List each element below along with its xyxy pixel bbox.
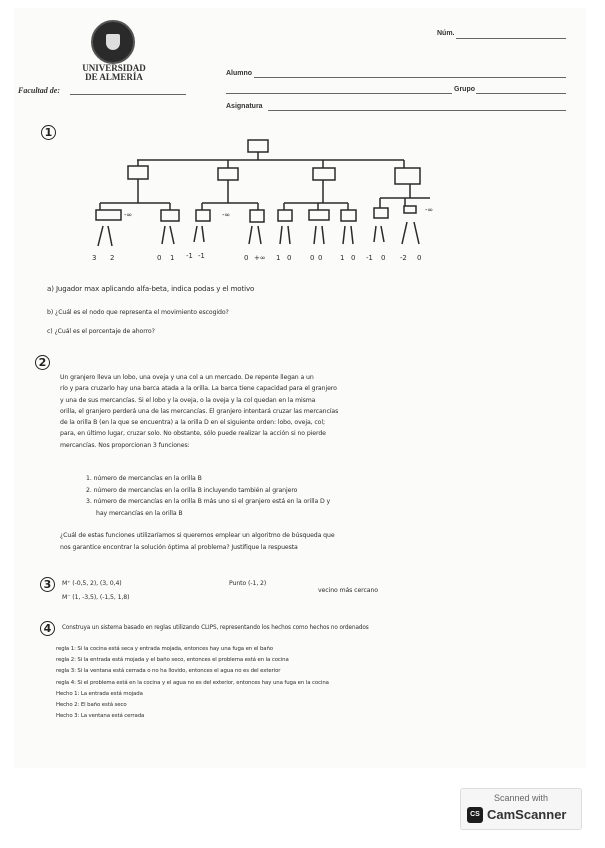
alumno-field-2 [226, 93, 452, 94]
alumno-label: Alumno [226, 70, 253, 77]
question-1c: c) ¿Cuál es el porcentaje de ahorro? [47, 328, 155, 335]
leaf-value: 2 [110, 254, 115, 262]
watermark-caption: Scanned with [493, 793, 549, 803]
statement-line: de la orilla B (en la que se encuentra) a la orilla D en el siguiente orden: lobo, oveja, col; [60, 419, 325, 427]
m-plus-points: M⁺ (-0,5, 2), (3, 0,4) [62, 580, 122, 587]
leaf-value: -1 [366, 254, 373, 262]
rule-item: regla 3: Si la ventana está cerrada o no ha llovido, entonces el agua no es del exterior [56, 668, 281, 675]
statement-line: mercancías. Nos proporcionan 3 funciones: [60, 441, 190, 449]
leaf-value: 3 [92, 254, 97, 262]
leaf-value: 0 [351, 254, 356, 262]
question-1a: a) Jugador max aplicando alfa-beta, indica podas y el motivo [47, 285, 255, 293]
university-seal-logo [91, 20, 135, 64]
camscanner-logo-icon: CS [467, 807, 483, 823]
university-line1: UNIVERSIDAD [82, 63, 146, 73]
grupo-field [476, 93, 566, 94]
pruned-label: -∞ [425, 206, 434, 214]
function-item: 1. número de mercancías en la orilla B [86, 475, 202, 482]
facultad-label: Facultad de: [18, 86, 60, 95]
question-2-question [60, 530, 335, 554]
watermark-brand: CamScanner [487, 807, 567, 822]
leaf-value: 0 [244, 254, 249, 262]
leaf-edges [98, 222, 419, 246]
statement-line: para, en último lugar, cruzar solo. No obstante, sólo puede realizar la acción si no pierde [60, 430, 326, 438]
level2-nodes [96, 198, 416, 222]
asignatura-label: Asignatura [226, 103, 263, 110]
leaf-value: 0 [381, 254, 386, 262]
question-1-number: 1 [41, 125, 56, 140]
fact-item: Hecho 2: El baño está seco [56, 702, 127, 709]
rule-item: regla 2: Si la entrada está mojada y el baño seco, entonces el problema está en la cocina [56, 657, 289, 664]
query-point: Punto (-1, 2) [229, 580, 267, 587]
alumno-field [254, 77, 566, 78]
level1-nodes [128, 160, 420, 184]
function-item: hay mercancías en la orilla B [96, 509, 183, 517]
root-node [248, 140, 268, 152]
facultad-field [70, 94, 186, 95]
leaf-value: 0 [157, 254, 162, 262]
pruned-label: -∞ [222, 211, 231, 219]
camscanner-watermark [460, 788, 582, 830]
rule-item: regla 4: Si el problema está en la cocina y el agua no es del exterior, entonces hay una fuga en la cocina [56, 679, 329, 686]
university-line2: DE ALMERÍA [85, 72, 143, 82]
leaf-value: -1 [186, 252, 193, 260]
m-minus-points: M⁻ (1, -3,5), (-1,5, 1,8) [62, 594, 130, 601]
university-name [82, 64, 146, 82]
asignatura-field [268, 110, 566, 111]
question-4-number: 4 [40, 621, 55, 636]
rule-item: regla 1: Si la cocina está seca y entrada mojada, entonces hay una fuga en el baño [56, 646, 273, 652]
leaf-value: 0 [310, 254, 315, 262]
question-line: ¿Cuál de estas funciones utilizaríamos si queremos emplear un algoritmo de búsqueda que [60, 532, 335, 539]
leaf-value: -2 [400, 254, 407, 262]
leaf-value: 1 [340, 254, 345, 262]
leaf-value: 1 [170, 254, 175, 262]
heuristic-functions-list [86, 473, 330, 519]
function-item: 2. número de mercancías en la orilla B incluyendo también al granjero [86, 486, 298, 494]
leaf-value: 0 [318, 254, 323, 262]
fact-item: Hecho 1: La entrada está mojada [56, 690, 143, 697]
question-3-number: 3 [40, 577, 55, 592]
leaf-value: -1 [198, 252, 205, 260]
question-1b: b) ¿Cuál es el nodo que representa el movimiento escogido? [47, 309, 229, 316]
num-field [456, 38, 566, 39]
question-4-statement: Construya un sistema basado en reglas utilizando CLIPS, representando los hechos como hechos no ordenados [62, 625, 369, 631]
num-label: Núm. [437, 30, 455, 37]
question-line: nos garantice encontrar la solución óptima al problema? Justifique la respuesta [60, 544, 298, 551]
question-2-number: 2 [35, 355, 50, 370]
statement-line: orilla, el granjero perderá una de las mercancías. El granjero intentará cruzar las mercancías [60, 407, 339, 415]
pruned-label: -∞ [124, 211, 133, 219]
rules-and-facts [56, 644, 329, 722]
statement-line: Un granjero lleva un lobo, una oveja y una col a un mercado. De repente llegan a un [60, 374, 314, 381]
game-tree-diagram [0, 130, 605, 270]
grupo-label: Grupo [454, 86, 475, 93]
method-label: vecino más cercano [318, 587, 378, 594]
leaf-value: 0 [417, 254, 422, 262]
statement-line: y una de sus mercancías. Si el lobo y la oveja, o la oveja y la col quedan en la misma [60, 396, 316, 404]
function-item: 3. número de mercancías en la orilla B más uno si el granjero está en la orilla D y [86, 498, 331, 505]
fact-item: Hecho 3: La ventana está cerrada [56, 713, 145, 720]
leaf-value: 0 [287, 254, 292, 262]
leaf-value: +∞ [254, 254, 266, 262]
leaf-value: 1 [276, 254, 281, 262]
statement-line: río y para cruzarlo hay una barca atada a la orilla. La barca tiene capacidad para el granjero [60, 385, 337, 393]
question-2-statement [60, 372, 338, 451]
